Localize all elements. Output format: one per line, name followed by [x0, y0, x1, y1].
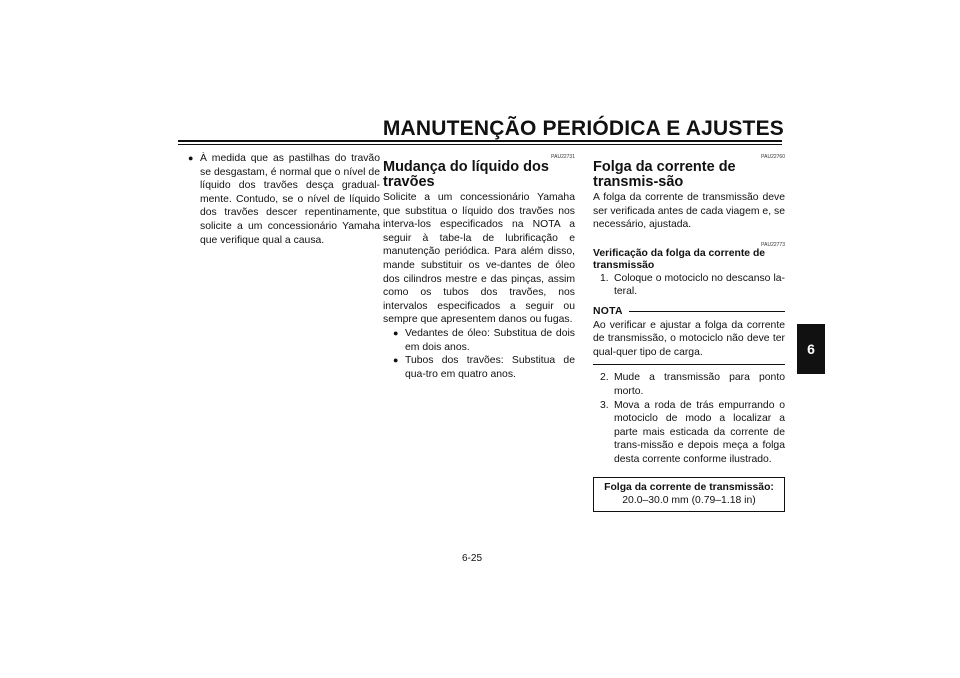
page-number: 6-25 [462, 553, 483, 564]
section-body: Solicite a um concessionário Yamaha que substitua o líquido dos travões nos interva-los especificados na NOTA a seguir à tabe-la de lubrificação e manutenção periódica. Para além disso, mande substituir os ve-dantes de óleo dos cilindros mestre e das pinças, assim como os tubos dos travões, nos intervalos especificados a seguir ou sempre que apresentem danos ou fugas. [383, 192, 575, 326]
step-number: 3. [600, 399, 609, 411]
header-rule [178, 140, 782, 142]
section-heading: Mudança do líquido dos travões [383, 159, 549, 190]
bullet-item [383, 354, 575, 381]
note-end-rule [593, 364, 785, 365]
note-rule [629, 311, 785, 312]
bullet-item [383, 327, 575, 354]
header-rule-thin [178, 144, 782, 145]
step-item [593, 371, 785, 398]
note-header [593, 305, 785, 319]
column-3 [593, 152, 785, 512]
column-1 [188, 152, 380, 247]
spec-value: 20.0–30.0 mm (0.79–1.18 in) [622, 494, 756, 506]
spec-box [593, 477, 785, 512]
note-title: NOTA [593, 305, 623, 317]
spec-title: Folga da corrente de transmissão: [604, 481, 774, 493]
step-text: Mude a transmissão para ponto morto. [614, 372, 785, 397]
step-number: 2. [600, 372, 609, 384]
section-code: PAU22760 [761, 154, 785, 160]
step-text: Mova a roda de trás empurrando o motociclo de modo a localizar a parte mais esticada da corrente de trans-missão e depois meça a folga desta corrente conforme ilustrado. [614, 399, 785, 465]
section-code: PAU22731 [551, 154, 575, 160]
section-code: PAU22773 [761, 241, 785, 248]
column-2 [383, 152, 575, 381]
note-text: Ao verificar e ajustar a folga da corrente de transmissão, o motociclo não deve ter qual-quer tipo de carga. [593, 319, 785, 358]
subsection-heading: Verificação da folga da corrente de transmissão [593, 247, 766, 271]
bullet-text: Tubos dos travões: Substitua de qua-tro em quatro anos. [405, 355, 575, 380]
step-item [593, 399, 785, 467]
bullet-item [188, 152, 380, 247]
bullet-icon: ● [393, 327, 399, 338]
bullet-text: Vedantes de óleo: Substitua de dois em dois anos. [405, 327, 575, 353]
step-text: Coloque o motociclo no descanso la-teral. [614, 272, 785, 298]
bullet-text: À medida que as pastilhas do travão se desgastam, é normal que o nível de líquido dos travões desça gradual-mente. Contudo, se o nível de líquido dos travões descer repentinamente, solicite a um concessionário Yamaha que verifique qual a causa. [200, 153, 380, 246]
section-body: A folga da corrente de transmissão deve ser verificada antes de cada viagem e, se necessário, ajustada. [593, 192, 785, 231]
step-number: 1. [600, 272, 609, 284]
step-item [593, 272, 785, 299]
chapter-tab: 6 [797, 324, 825, 374]
section-heading: Folga da corrente de transmis-são [593, 159, 736, 190]
page-title: MANUTENÇÃO PERIÓDICA E AJUSTES [382, 117, 784, 140]
bullet-icon: ● [393, 355, 399, 366]
bullet-icon: ● [188, 153, 194, 163]
